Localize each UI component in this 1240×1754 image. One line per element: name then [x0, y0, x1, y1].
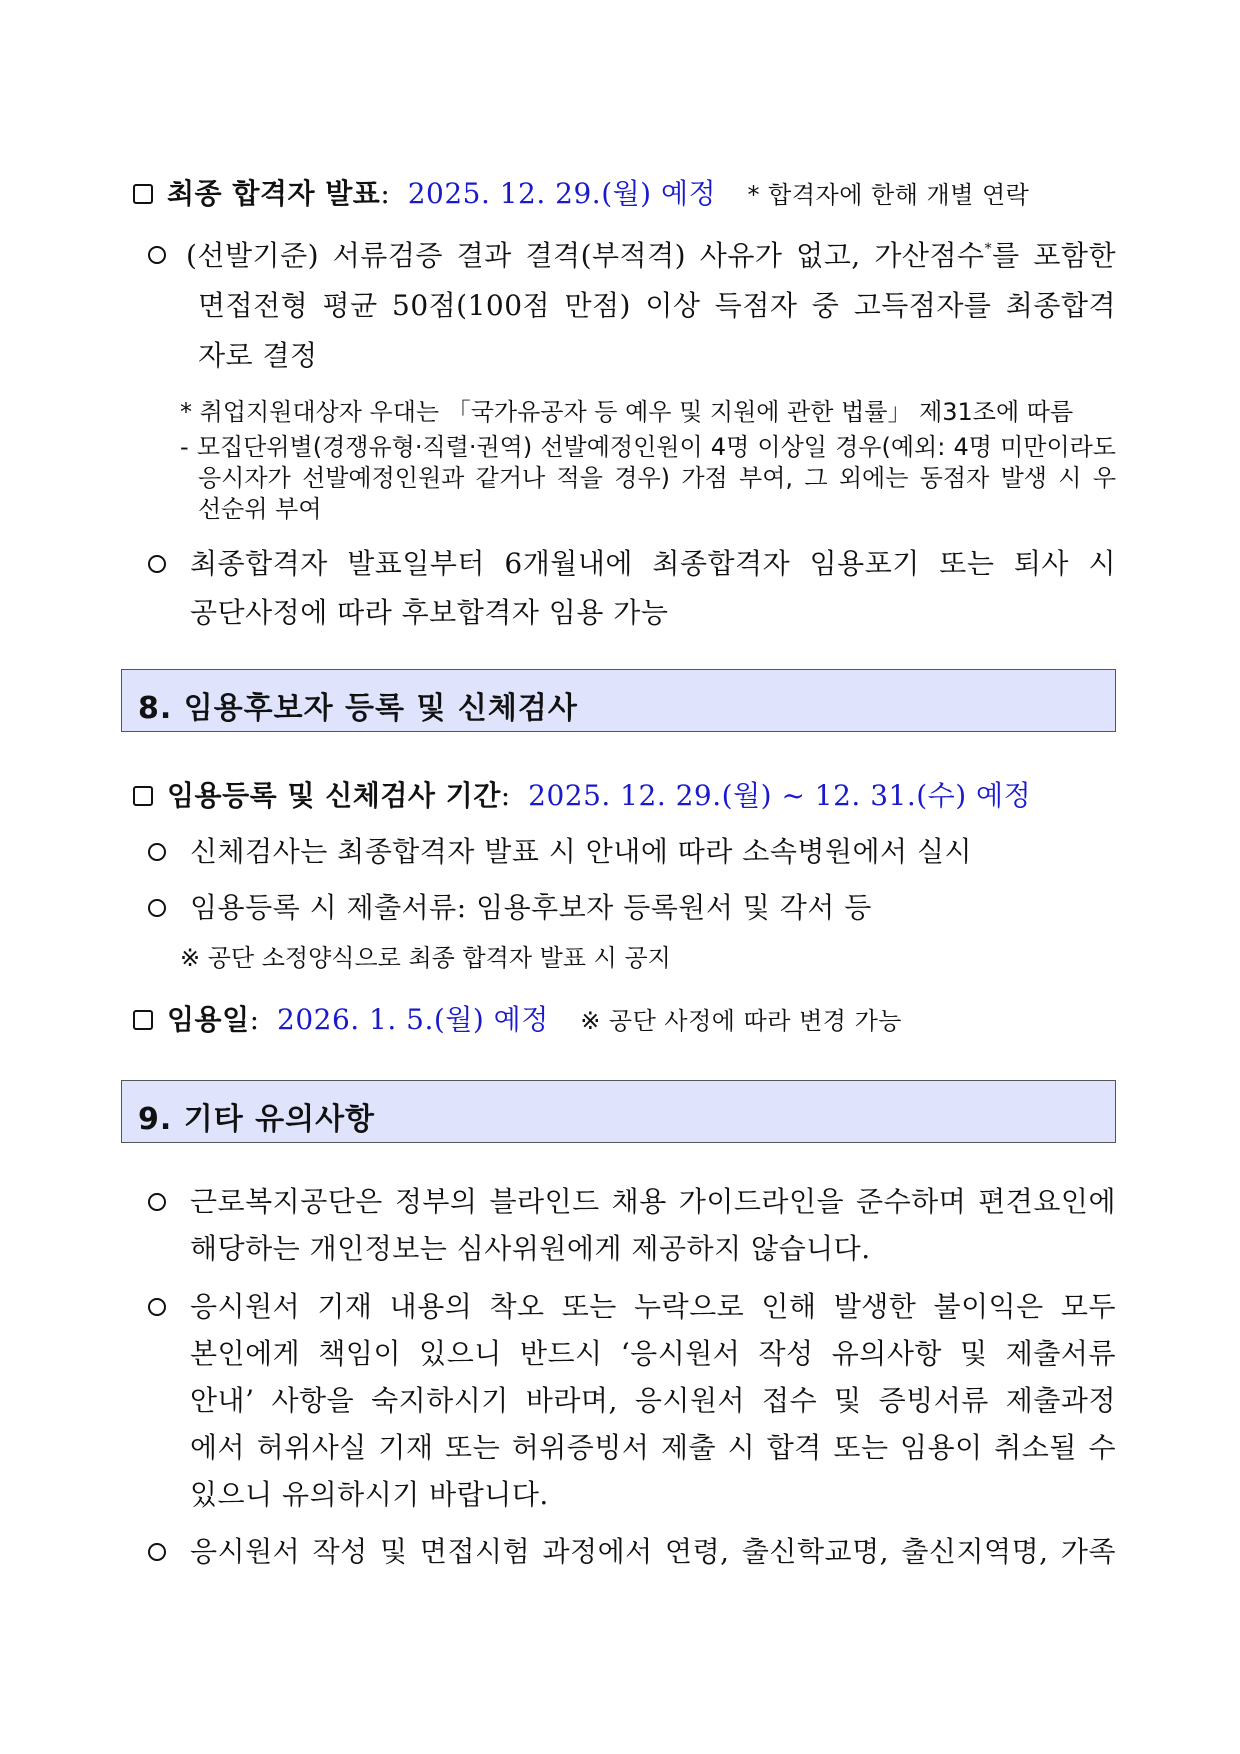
bullet-ring-icon — [148, 1290, 186, 1323]
checkbox-square-icon — [133, 184, 153, 204]
bonus-note-line-3: 선순위 부여 — [198, 495, 322, 523]
registration-period-heading: 임용등록 및 신체검사 기간: 2025. 12. 29.(월) ~ 12. 31.(수) 예정 — [133, 774, 1031, 814]
final-note: * 합격자에 한해 개별 연락 — [747, 181, 1030, 209]
application-line-2: 본인에게 책임이 있으니 반드시 ‘응시원서 작성 유의사항 및 제출서류 — [190, 1337, 1116, 1370]
criteria-line-1: (선발기준) 서류검증 결과 결격(부적격) 사유가 없고, 가산점수*를 포함한 — [186, 239, 1117, 272]
criteria-line-3: 자로 결정 — [198, 339, 318, 372]
final-announcement-heading: 최종 합격자 발표: 2025. 12. 29.(월) 예정 * 합격자에 한해 개별 연락 — [133, 172, 1029, 212]
reserve-line-2: 공단사정에 따라 후보합격자 임용 가능 — [190, 596, 669, 629]
bullet-ring-icon — [148, 891, 186, 924]
criteria-line-2: 면접전형 평균 50점(100점 만점) 이상 득점자 중 고득점자를 최종합격 — [198, 289, 1116, 322]
bullet-ring-icon — [148, 835, 186, 868]
checkbox-square-icon — [133, 1010, 153, 1030]
reserve-line-1: 최종합격자 발표일부터 6개월내에 최종합격자 임용포기 또는 퇴사 시 — [190, 547, 1116, 580]
form-note: ※ 공단 소정양식으로 최종 합격자 발표 시 공지 — [180, 944, 671, 972]
application-line-1: 응시원서 기재 내용의 착오 또는 누락으로 인해 발생한 불이익은 모두 — [190, 1290, 1116, 1323]
application-line-3: 안내’ 사항을 숙지하시기 바라며, 응시원서 접수 및 증빙서류 제출과정 — [190, 1384, 1116, 1417]
bullet-ring-icon — [148, 547, 186, 580]
bonus-note-line-1: - 모집단위별(경쟁유형·직렬·권역) 선발예정인원이 4명 이상일 경우(예외: 4명 미만이라도 — [180, 433, 1116, 461]
application-line-5: 있으니 유의하시기 바랍니다. — [190, 1478, 549, 1511]
blind-hiring-line-1: 근로복지공단은 정부의 블라인드 채용 가이드라인을 준수하며 편견요인에 — [190, 1185, 1116, 1218]
appointment-note: ※ 공단 사정에 따라 변경 가능 — [580, 1007, 902, 1035]
bonus-note-line-2: 응시자가 선발예정인원과 같거나 적을 경우) 가점 부여, 그 외에는 동점자 발생 시 우 — [198, 464, 1116, 492]
physical-exam-line: 신체검사는 최종합격자 발표 시 안내에 따라 소속병원에서 실시 — [190, 835, 973, 868]
section-9-title: 9. 기타 유의사항 — [138, 1102, 376, 1137]
checkbox-square-icon — [133, 786, 153, 806]
personal-info-line-1: 응시원서 작성 및 면접시험 과정에서 연령, 출신학교명, 출신지역명, 가족 — [190, 1535, 1116, 1568]
section-8-header — [121, 669, 1116, 732]
veteran-note: * 취업지원대상자 우대는 「국가유공자 등 예우 및 지원에 관한 법률」 제31조에 따름 — [180, 398, 1074, 426]
section-8-title: 8. 임용후보자 등록 및 신체검사 — [138, 691, 578, 726]
appointment-date: 2026. 1. 5.(월) 예정 — [277, 1003, 549, 1036]
application-line-4: 에서 허위사실 기재 또는 허위증빙서 제출 시 합격 또는 임용이 취소될 수 — [190, 1431, 1116, 1464]
documents-line: 임용등록 시 제출서류: 임용후보자 등록원서 및 각서 등 — [190, 891, 872, 924]
final-date: 2025. 12. 29.(월) 예정 — [407, 177, 717, 210]
bullet-ring-icon — [148, 1535, 186, 1568]
blind-hiring-line-2: 해당하는 개인정보는 심사위원에게 제공하지 않습니다. — [190, 1232, 871, 1265]
bullet-ring-icon — [148, 238, 186, 271]
appointment-date-heading: 임용일: 2026. 1. 5.(월) 예정 ※ 공단 사정에 따라 변경 가능 — [133, 998, 902, 1038]
section-9-header — [121, 1080, 1116, 1143]
registration-period-date: 2025. 12. 29.(월) ~ 12. 31.(수) 예정 — [528, 779, 1032, 812]
bullet-ring-icon — [148, 1185, 186, 1218]
